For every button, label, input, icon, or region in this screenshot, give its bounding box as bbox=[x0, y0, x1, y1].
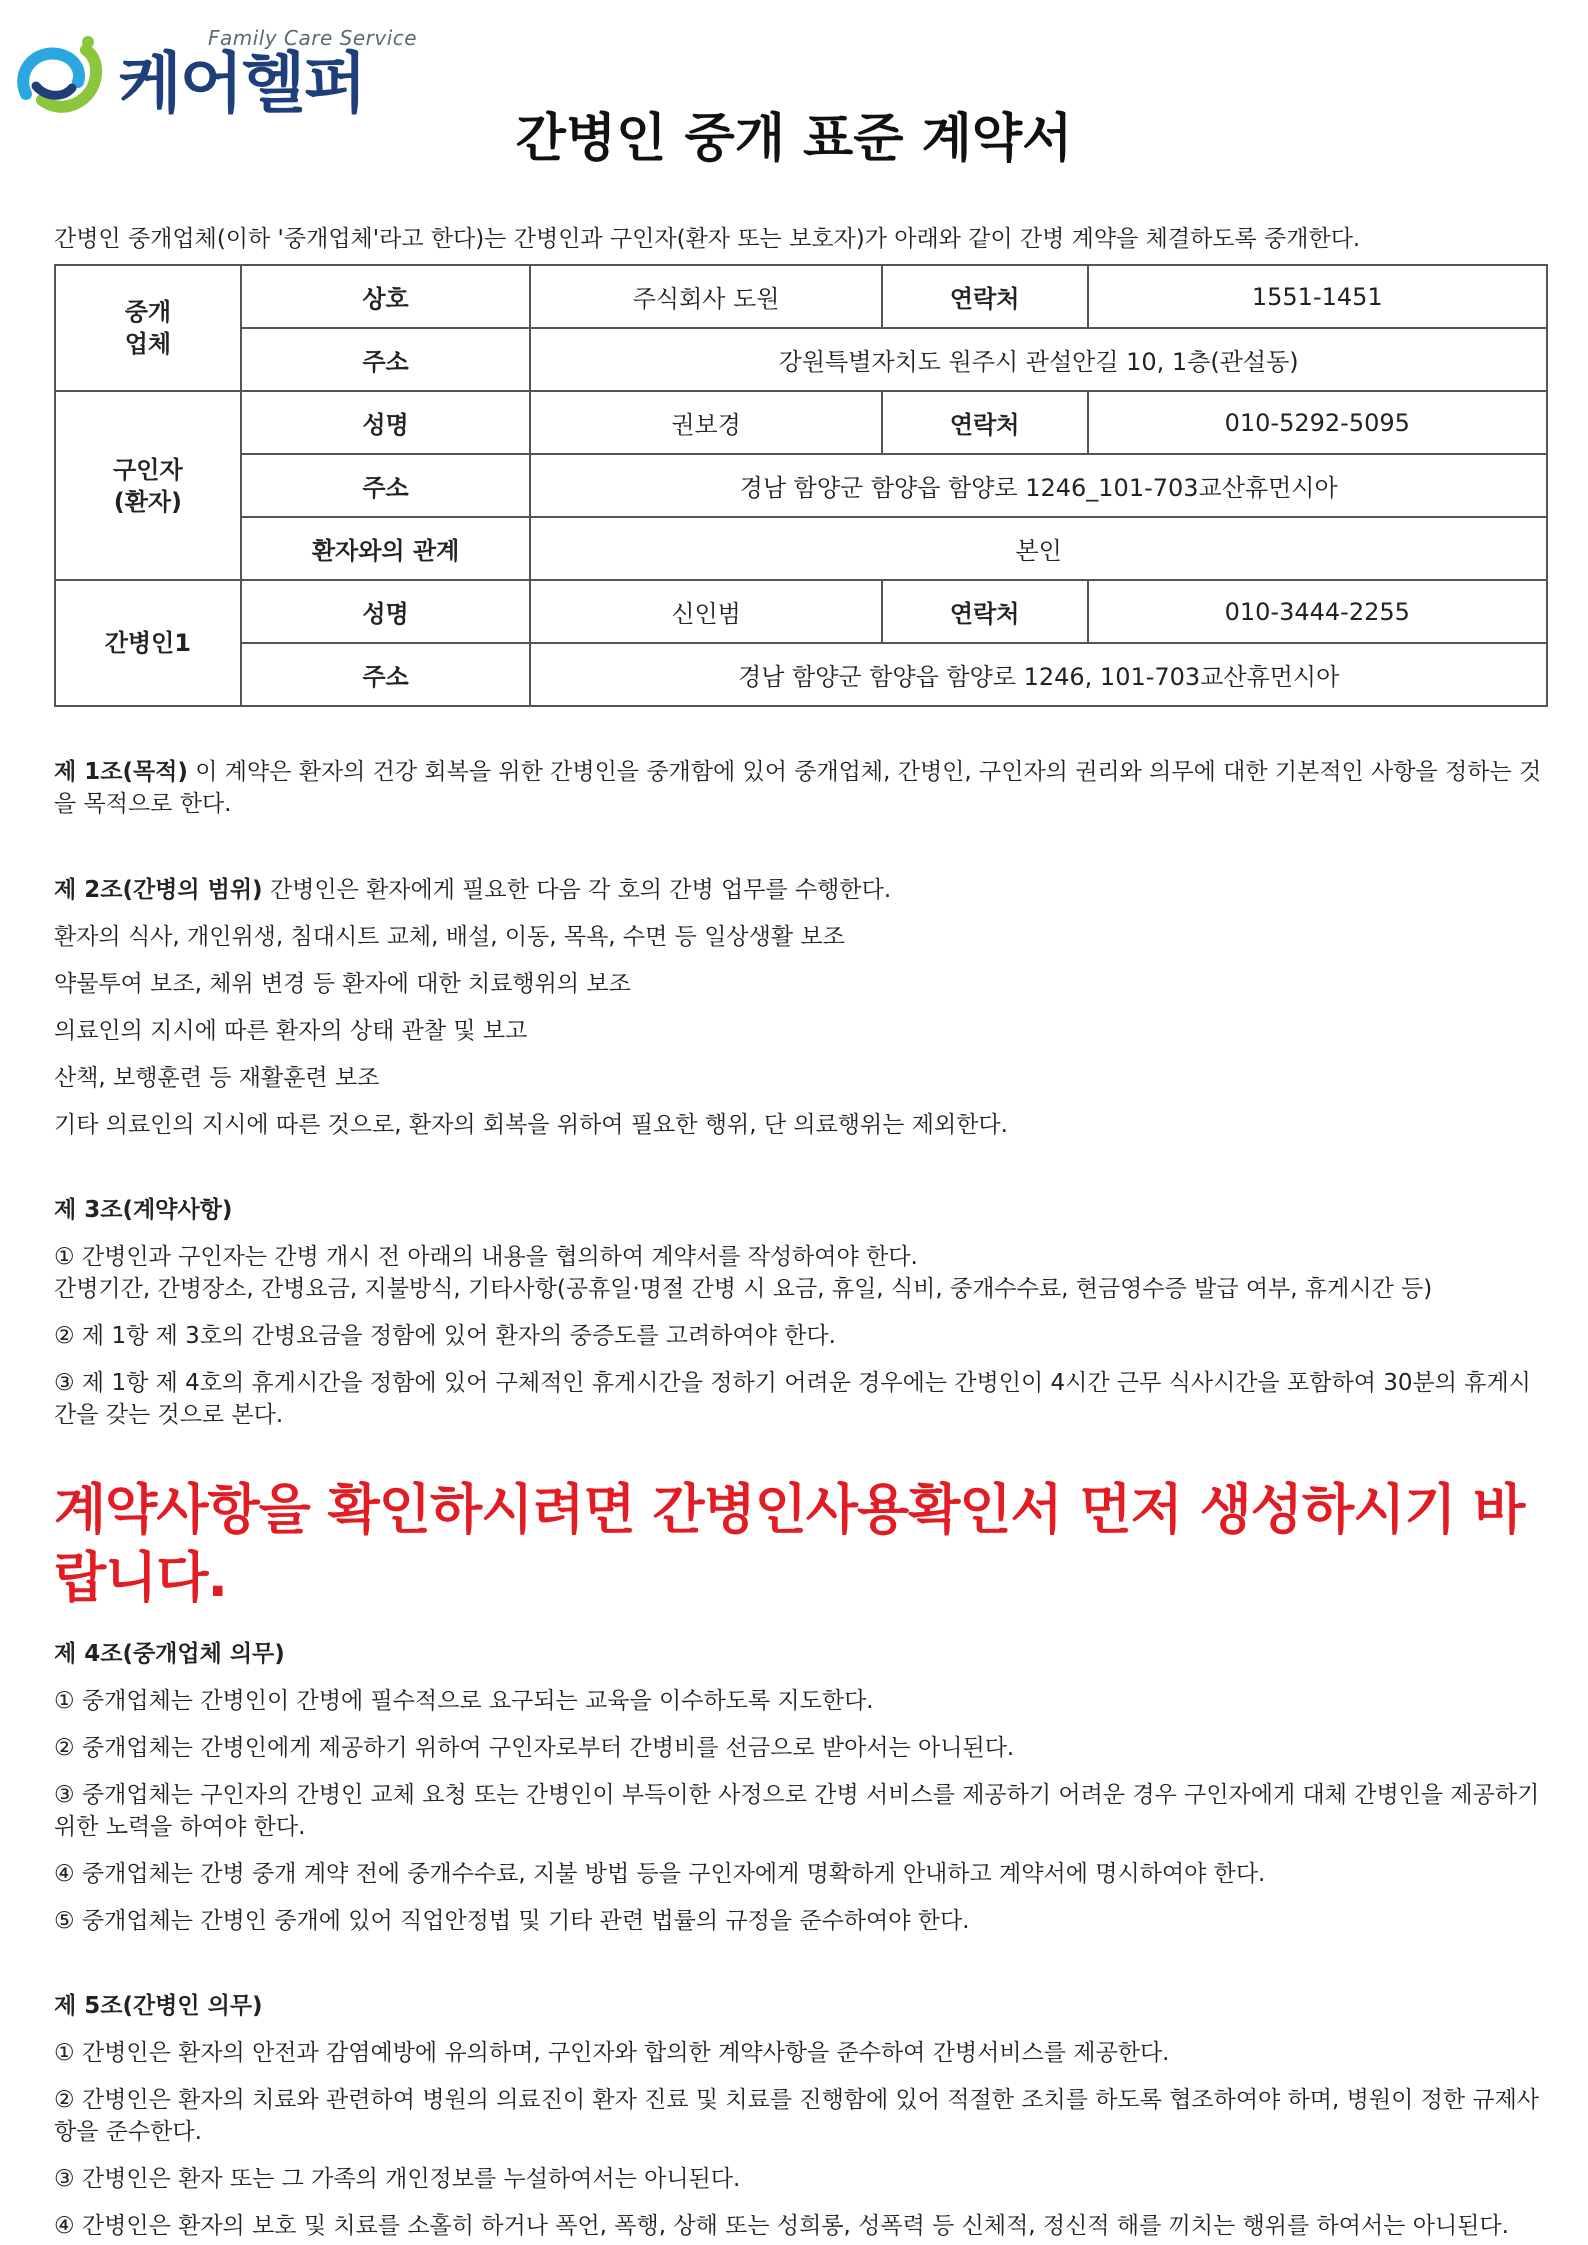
article-2-text: 간병인은 환자에게 필요한 다음 각 호의 간병 업무를 수행한다. bbox=[262, 877, 892, 903]
client-group-text: 구인자 (환자) bbox=[113, 455, 183, 516]
list-item: ② 제 1항 제 3호의 간병요금을 정함에 있어 환자의 중증도를 고려하여야 한다. bbox=[54, 1323, 836, 1349]
list-item: ③ 제 1항 제 4호의 휴게시간을 정함에 있어 구체적인 휴게시간을 정하기 어려운 경우에는 간병인이 4시간 근무 식사시간을 포함하여 30분의 휴게시간을 갖는 것으로 본다. bbox=[54, 1370, 1531, 1428]
agency-group-label bbox=[55, 265, 241, 391]
party-info-table bbox=[54, 264, 1548, 707]
list-item: ④ 중개업체는 간병 중개 계약 전에 중개수수료, 지불 방법 등을 구인자에게 명확하게 안내하고 계약서에 명시하여야 한다. bbox=[54, 1861, 1266, 1887]
caregiver-name-label: 성명 bbox=[241, 580, 531, 643]
article-2-heading: 제 2조(간병의 범위) bbox=[54, 877, 263, 903]
table-row bbox=[55, 643, 1547, 706]
client-name-label: 성명 bbox=[241, 391, 531, 454]
list-item: ⑤ 중개업체는 간병인 중개에 있어 직업안정법 및 기타 관련 법률의 규정을 준수하여야 한다. bbox=[54, 1908, 970, 1934]
agency-contact-label: 연락처 bbox=[882, 265, 1088, 328]
agency-address-value: 강원특별자치도 원주시 관설안길 10, 1층(관설동) bbox=[530, 328, 1547, 391]
logo-tagline: Family Care Service bbox=[208, 26, 418, 50]
agency-name-value: 주식회사 도원 bbox=[530, 265, 881, 328]
article-4-heading: 제 4조(중개업체 의무) bbox=[54, 1641, 285, 1667]
page-title: 간병인 중개 표준 계약서 bbox=[515, 109, 1073, 169]
article-3-heading: 제 3조(계약사항) bbox=[54, 1197, 233, 1223]
list-item: ② 중개업체는 간병인에게 제공하기 위하여 구인자로부터 간병비를 선금으로 받아서는 아니된다. bbox=[54, 1735, 1015, 1761]
article-1 bbox=[54, 756, 1548, 820]
warning-notice: 계약사항을 확인하시려면 간병인사용확인서 먼저 생성하시기 바랍니다. bbox=[54, 1478, 1525, 1609]
article-5-heading: 제 5조(간병인 의무) bbox=[54, 1993, 263, 2019]
table-row bbox=[55, 580, 1547, 643]
caregiver-name-value: 신인범 bbox=[530, 580, 881, 643]
list-item: ① 간병인은 환자의 안전과 감염예방에 유의하며, 구인자와 합의한 계약사항을 준수하여 간병서비스를 제공한다. bbox=[54, 2040, 1170, 2066]
agency-name-label: 상호 bbox=[241, 265, 531, 328]
list-item: ① 중개업체는 간병인이 간병에 필수적으로 요구되는 교육을 이수하도록 지도한다. bbox=[54, 1688, 874, 1714]
caregiver-contact-value: 010-3444-2255 bbox=[1088, 580, 1547, 643]
list-item: 의료인의 지시에 따른 환자의 상태 관찰 및 보고 bbox=[54, 1018, 528, 1044]
client-contact-value: 010-5292-5095 bbox=[1088, 391, 1547, 454]
list-item: 약물투여 보조, 체위 변경 등 환자에 대한 치료행위의 보조 bbox=[54, 971, 631, 997]
client-address-value: 경남 함양군 함양읍 함양로 1246_101-703교산휴먼시아 bbox=[530, 454, 1547, 517]
table-row bbox=[55, 328, 1547, 391]
caregiver-group-label: 간병인1 bbox=[55, 580, 241, 706]
table-row bbox=[55, 517, 1547, 580]
list-item: 간병기간, 간병장소, 간병요금, 지불방식, 기타사항(공휴일·명절 간병 시 요금, 휴일, 식비, 중개수수료, 현금영수증 발급 여부, 휴게시간 등) bbox=[54, 1276, 1433, 1302]
caregiver-address-value: 경남 함양군 함양읍 함양로 1246, 101-703교산휴먼시아 bbox=[530, 643, 1547, 706]
intro-text: 간병인 중개업체(이하 '중개업체'라고 한다)는 간병인과 구인자(환자 또는 보호자)가 아래와 같이 간병 계약을 체결하도록 중개한다. bbox=[54, 226, 1361, 252]
article-5 bbox=[54, 1990, 1548, 2022]
list-item: ② 간병인은 환자의 치료와 관련하여 병원의 의료진이 환자 진료 및 치료를 진행함에 있어 적절한 조치를 하도록 협조하여야 하며, 병원이 정한 규제사항을 준수한다. bbox=[54, 2087, 1540, 2145]
caregiver-contact-label: 연락처 bbox=[882, 580, 1088, 643]
list-item: 산책, 보행훈련 등 재활훈련 보조 bbox=[54, 1065, 380, 1091]
list-item: ③ 간병인은 환자 또는 그 가족의 개인정보를 누설하여서는 아니된다. bbox=[54, 2166, 741, 2192]
article-3 bbox=[54, 1194, 1548, 1226]
client-group-label bbox=[55, 391, 241, 580]
agency-group-text: 중개 업체 bbox=[124, 298, 172, 358]
client-relation-value: 본인 bbox=[530, 517, 1547, 580]
caregiver-address-label: 주소 bbox=[241, 643, 531, 706]
article-4 bbox=[54, 1638, 1548, 1670]
client-relation-label: 환자와의 관계 bbox=[241, 517, 531, 580]
list-item: ① 간병인과 구인자는 간병 개시 전 아래의 내용을 협의하여 계약서를 작성하여야 한다. bbox=[54, 1244, 918, 1270]
logo-wordmark: 케어헬퍼 bbox=[118, 45, 366, 122]
article-1-text: 이 계약은 환자의 건강 회복을 위한 간병인을 중개함에 있어 중개업체, 간병인, 구인자의 권리와 의무에 대한 기본적인 사항을 정하는 것을 목적으로 한다. bbox=[54, 759, 1542, 817]
table-row bbox=[55, 265, 1547, 328]
article-1-heading: 제 1조(목적) bbox=[54, 759, 188, 785]
article-2 bbox=[54, 874, 1548, 906]
table-row bbox=[55, 391, 1547, 454]
client-contact-label: 연락처 bbox=[882, 391, 1088, 454]
agency-contact-value: 1551-1451 bbox=[1088, 265, 1547, 328]
client-address-label: 주소 bbox=[241, 454, 531, 517]
list-item: 환자의 식사, 개인위생, 침대시트 교체, 배설, 이동, 목욕, 수면 등 일상생활 보조 bbox=[54, 924, 845, 950]
agency-address-label: 주소 bbox=[241, 328, 531, 391]
list-item: 기타 의료인의 지시에 따른 것으로, 환자의 회복을 위하여 필요한 행위, 단 의료행위는 제외한다. bbox=[54, 1112, 1008, 1138]
client-name-value: 권보경 bbox=[530, 391, 881, 454]
table-row bbox=[55, 454, 1547, 517]
list-item: ③ 중개업체는 구인자의 간병인 교체 요청 또는 간병인이 부득이한 사정으로 간병 서비스를 제공하기 어려운 경우 구인자에게 대체 간병인을 제공하기 위한 노력을 하여야 한다. bbox=[54, 1782, 1540, 1840]
list-item: ④ 간병인은 환자의 보호 및 치료를 소홀히 하거나 폭언, 폭행, 상해 또는 성희롱, 성폭력 등 신체적, 정신적 해를 끼치는 행위를 하여서는 아니된다. bbox=[54, 2213, 1509, 2239]
